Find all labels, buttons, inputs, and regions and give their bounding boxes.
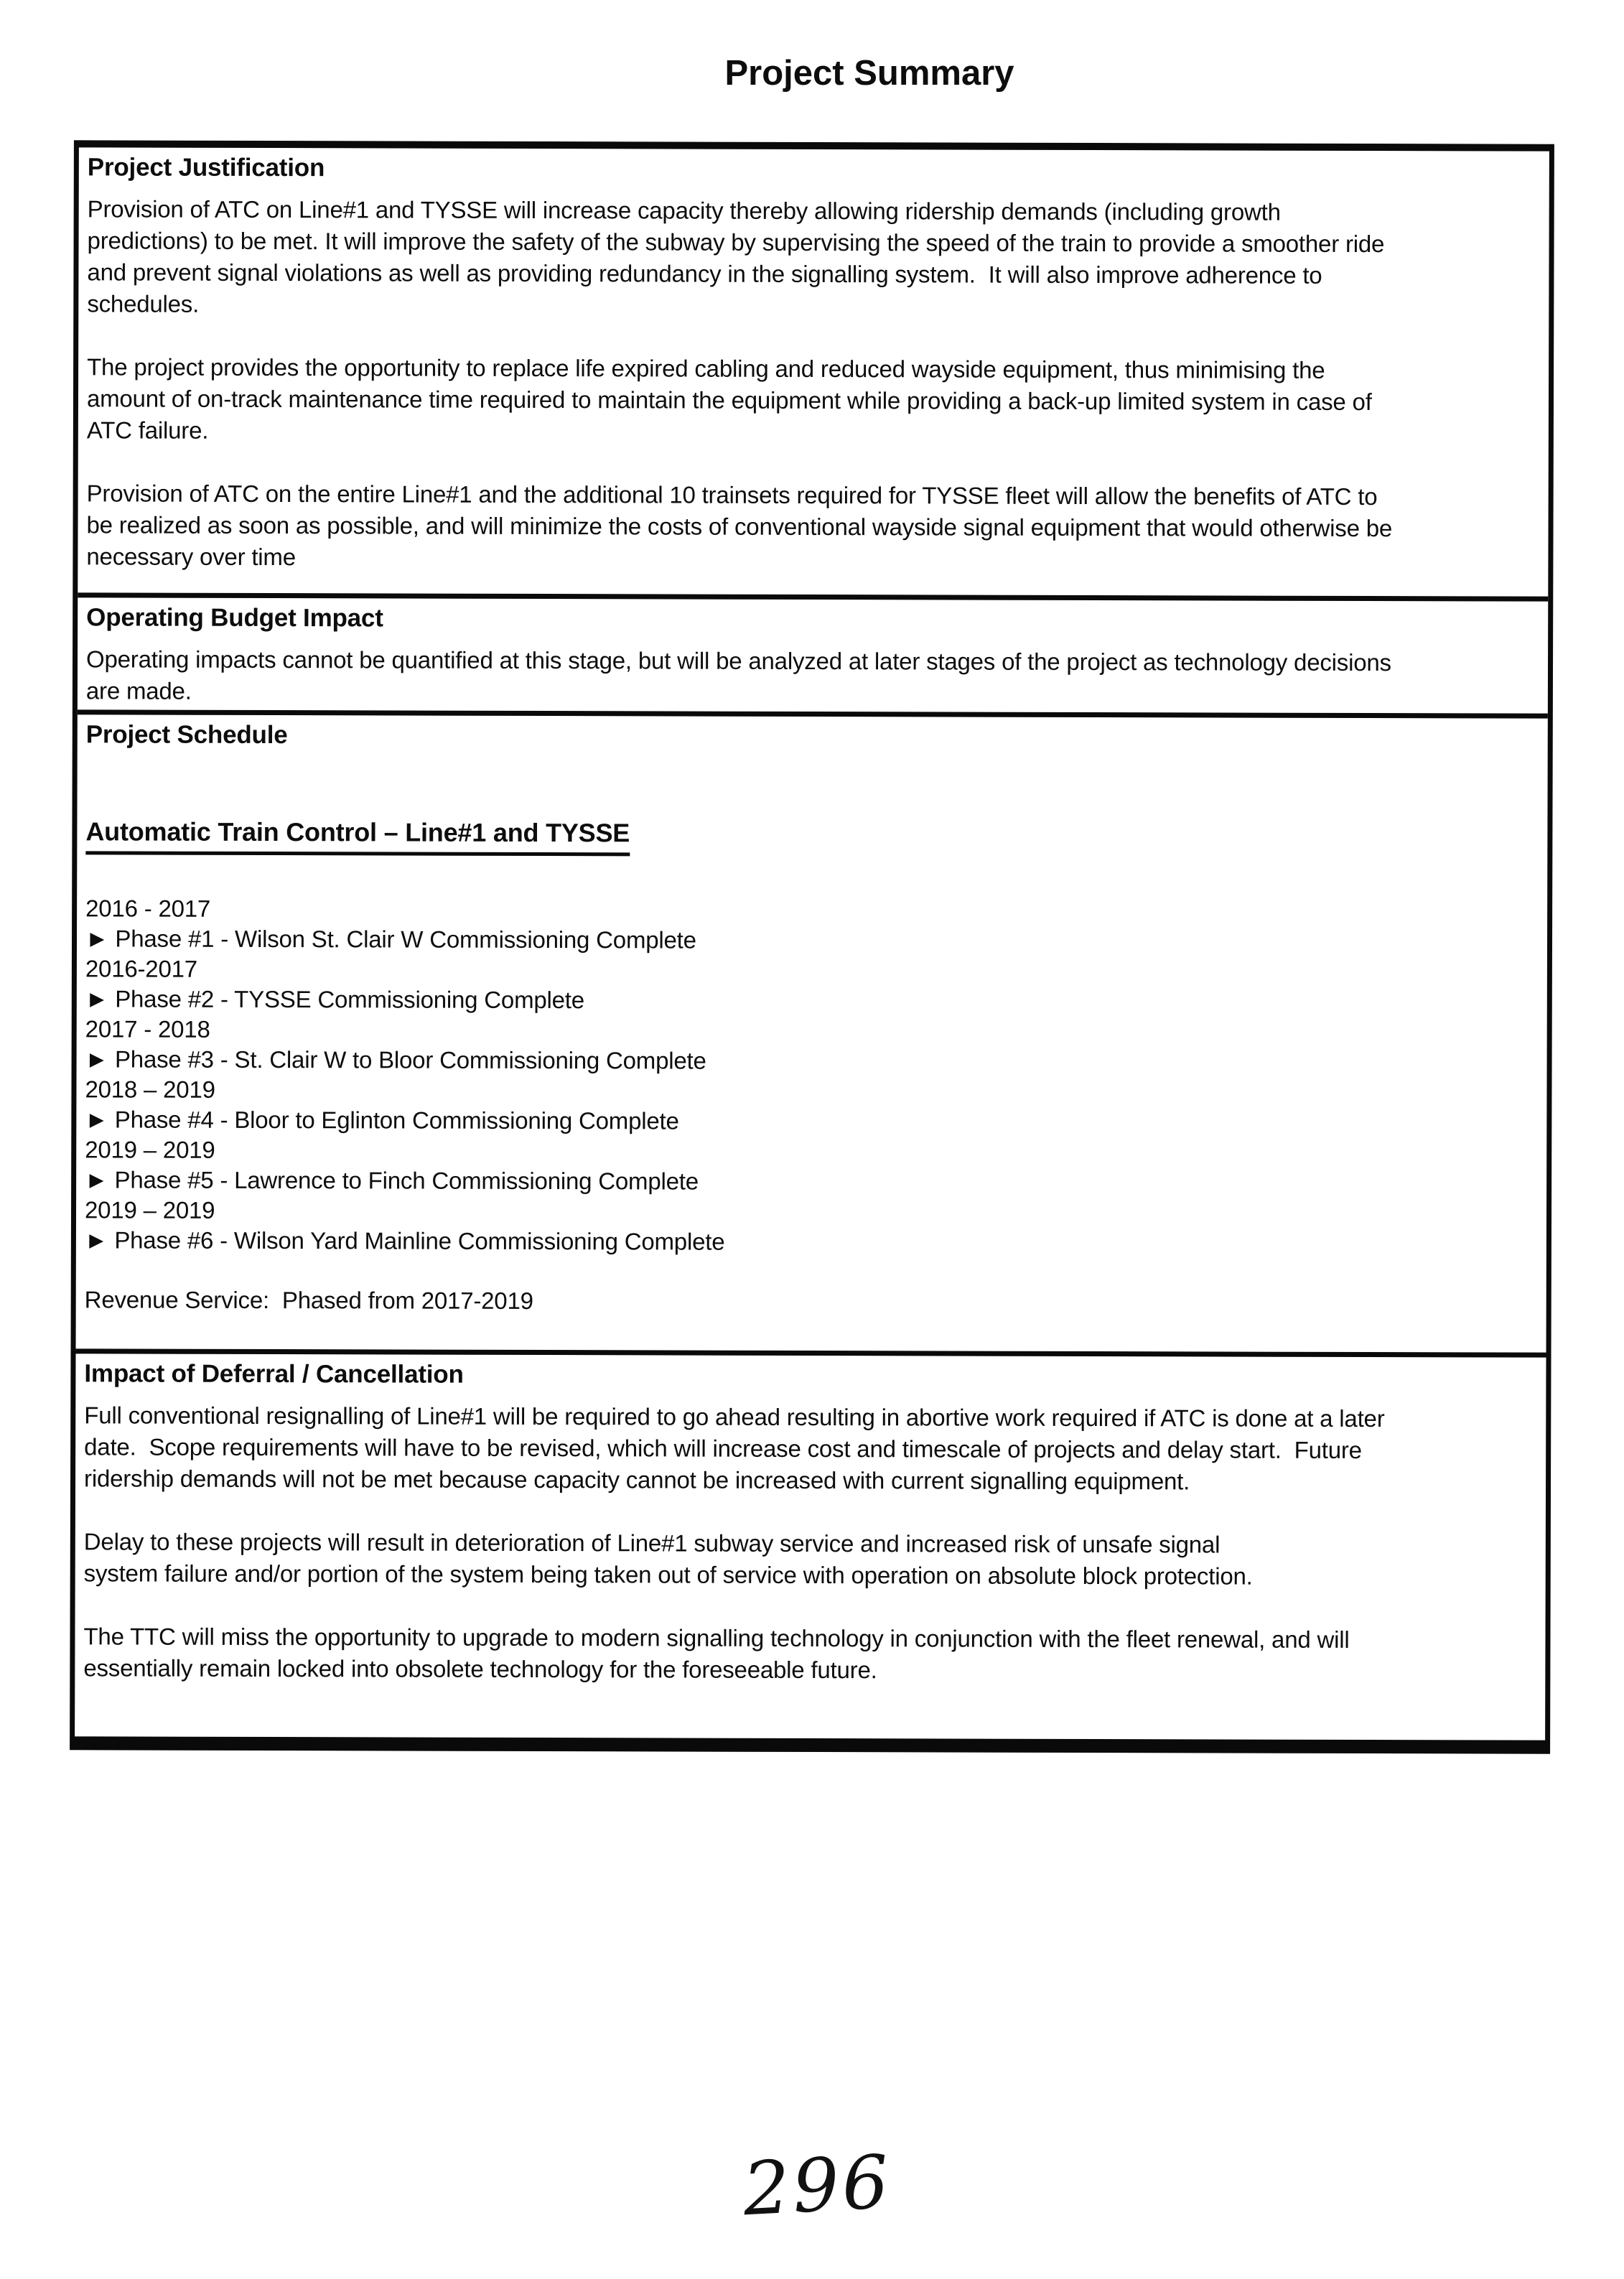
- section-project-justification: [78, 147, 1549, 596]
- justification-paragraph-1: Provision of ATC on Line#1 and TYSSE will increase capacity thereby allowing ridership demands (including growth predictions) to be met. It will improve the safety of the subway by supervising the speed of the train to provide a smoother ride and prevent signal violations as well as providing redundancy in the signalling system. It will also improve adherence to schedules.: [87, 195, 1385, 317]
- schedule-line-phase-1: ► Phase #1 - Wilson St. Clair W Commissioning Complete: [85, 925, 696, 954]
- schedule-line-phase-4: ► Phase #4 - Bloor to Eglinton Commissioning Complete: [85, 1106, 679, 1134]
- deferral-paragraph-2: Delay to these projects will result in deterioration of Line#1 subway service and increased risk of unsafe signal system failure and/or portion of the system being taken out of service with operation on absolute block protection.: [83, 1528, 1253, 1590]
- page-title-text: Project Summary: [724, 54, 1014, 93]
- atc-subheading: Automatic Train Control – Line#1 and TYSSE: [85, 816, 630, 856]
- schedule-list: [85, 893, 1540, 1259]
- section-heading-operating-budget-impact: Operating Budget Impact: [86, 603, 383, 633]
- justification-paragraph-3: Provision of ATC on the entire Line#1 and the additional 10 trainsets required for TYSSE fleet will allow the benefits of ATC to be realized as soon as possible, and will minimize the costs of conventional wayside signal equipment that would otherwise be necessary over time: [86, 480, 1393, 571]
- schedule-line-year: 2018 – 2019: [85, 1076, 215, 1103]
- schedule-line-year: 2016 - 2017: [85, 895, 211, 922]
- schedule-line-year: 2019 – 2019: [85, 1136, 215, 1163]
- schedule-line-phase-6: ► Phase #6 - Wilson Yard Mainline Commissioning Complete: [84, 1226, 725, 1255]
- schedule-line-phase-2: ► Phase #2 - TYSSE Commissioning Complete: [85, 985, 585, 1014]
- schedule-line-phase-3: ► Phase #3 - St. Clair W to Bloor Commissioning Complete: [85, 1045, 706, 1074]
- section-project-schedule: [76, 709, 1548, 1352]
- section-heading-project-justification: Project Justification: [87, 153, 325, 182]
- deferral-paragraph-1: Full conventional resignalling of Line#1 will be required to go ahead resulting in abortive work required if ATC is done at a later date. Scope requirements will have to be revised, which will increase cost and timescale of projects and delay start. Future ridership demands will not be met because capacity cannot be increased with current signalling equipment.: [84, 1402, 1385, 1495]
- project-summary-table: [70, 140, 1554, 1753]
- section-operating-budget-impact: [78, 592, 1548, 713]
- justification-paragraph-2: The project provides the opportunity to replace life expired cabling and reduced wayside equipment, thus minimising the amount of on-track maintenance time required to maintain the equipment while providing a back-up limited system in case of ATC failure.: [86, 353, 1372, 444]
- schedule-line-phase-5: ► Phase #5 - Lawrence to Finch Commissioning Complete: [85, 1166, 699, 1195]
- schedule-line-year: 2016-2017: [85, 955, 197, 982]
- schedule-line-year: 2019 – 2019: [84, 1196, 215, 1224]
- page-title: [0, 53, 1624, 93]
- section-heading-impact-of-deferral: Impact of Deferral / Cancellation: [84, 1359, 464, 1389]
- section-impact-of-deferral: [75, 1348, 1546, 1740]
- deferral-paragraph-3: The TTC will miss the opportunity to upgrade to modern signalling technology in conjunction with the fleet renewal, and will essentially remain locked into obsolete technology for the foreseeable future.: [83, 1623, 1350, 1684]
- operating-paragraph-1: Operating impacts cannot be quantified at this stage, but will be analyzed at later stages of the project as technology decisions are made.: [85, 646, 1391, 704]
- revenue-service-line: Revenue Service: Phased from 2017-2019: [84, 1286, 533, 1314]
- handwritten-page-number: 296: [741, 2139, 894, 2233]
- schedule-line-year: 2017 - 2018: [85, 1015, 210, 1043]
- section-heading-project-schedule: Project Schedule: [85, 720, 288, 750]
